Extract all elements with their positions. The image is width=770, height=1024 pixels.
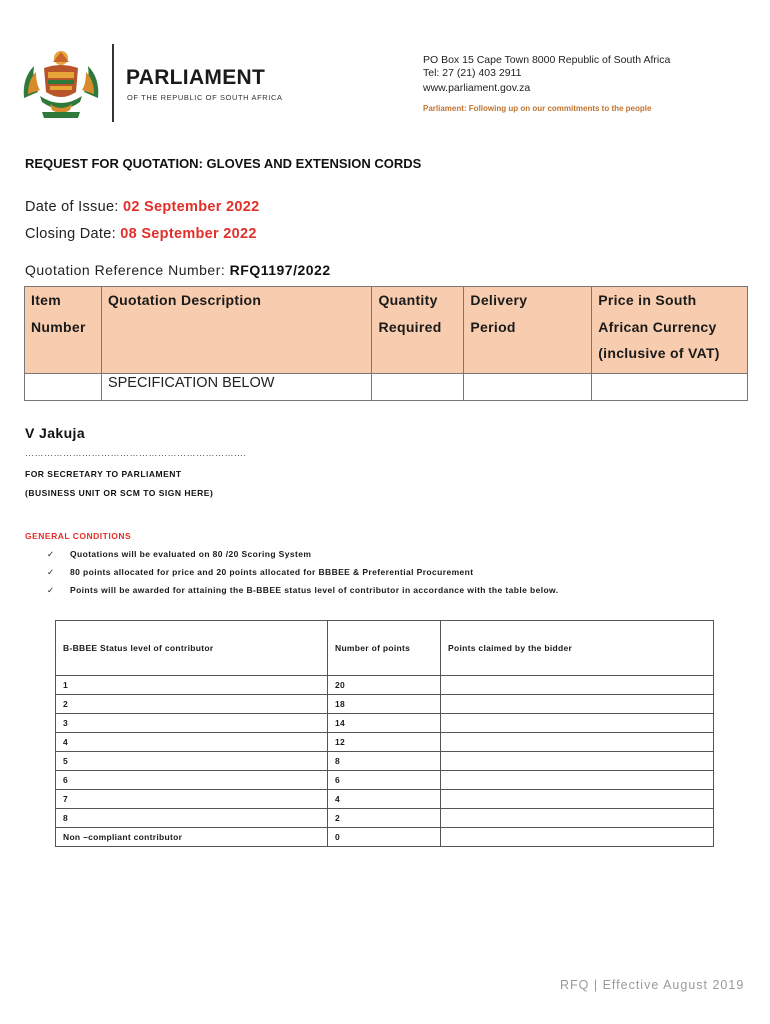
org-subtitle: OF THE REPUBLIC OF SOUTH AFRICA <box>127 93 283 102</box>
price-cell <box>592 373 748 400</box>
signatory-role: FOR SECRETARY TO PARLIAMENT <box>25 469 182 479</box>
condition-item: ✓ Points will be awarded for attaining the B-BBEE status level of contributor in accordance with the table below. <box>47 585 559 595</box>
motto: Parliament: Following up on our commitments to the people <box>423 104 652 113</box>
points-claimed-cell <box>441 790 714 809</box>
points-table-header <box>56 621 714 676</box>
phone-line: Tel: 27 (21) 403 2911 <box>423 67 522 79</box>
bbbee-points-table <box>55 620 714 847</box>
org-name: PARLIAMENT <box>126 66 266 89</box>
points-claimed-cell <box>441 733 714 752</box>
closing-date-label: Closing Date: <box>25 226 121 242</box>
date-of-issue-value: 02 September 2022 <box>123 199 260 215</box>
date-of-issue-label: Date of Issue: <box>25 199 123 215</box>
address-line: PO Box 15 Cape Town 8000 Republic of South Africa <box>423 54 671 66</box>
points-claimed-cell <box>441 714 714 733</box>
quotation-table-header <box>25 287 748 374</box>
col-number-of-points: Number of points <box>328 621 441 676</box>
condition-item: ✓ Quotations will be evaluated on 80 /20 Scoring System <box>47 549 312 559</box>
signatory-note: (BUSINESS UNIT OR SCM TO SIGN HERE) <box>25 488 214 498</box>
table-row: 4 12 <box>56 733 714 752</box>
table-row: 1 20 <box>56 676 714 695</box>
closing-date-value: 08 September 2022 <box>120 226 257 242</box>
points-claimed-cell <box>441 752 714 771</box>
website-link[interactable]: www.parliament.gov.za <box>423 82 531 94</box>
signature-line: ……………………………………………………………. <box>25 448 247 458</box>
col-quantity-required: Quantity Required <box>372 287 464 374</box>
col-status-level: B-BBEE Status level of contributor <box>56 621 328 676</box>
table-row <box>25 373 748 400</box>
condition-item: ✓ 80 points allocated for price and 20 points allocated for BBBEE & Preferential Procurement <box>47 567 474 577</box>
coat-of-arms-logo <box>20 48 102 120</box>
col-delivery-period: Delivery Period <box>464 287 592 374</box>
table-row: 7 4 <box>56 790 714 809</box>
points-claimed-cell <box>441 695 714 714</box>
col-points-claimed: Points claimed by the bidder <box>441 621 714 676</box>
document-title: REQUEST FOR QUOTATION: GLOVES AND EXTENSION CORDS <box>25 156 422 171</box>
page-footer: RFQ | Effective August 2019 <box>560 978 745 992</box>
col-item-number: Item Number <box>25 287 102 374</box>
checkmark-icon: ✓ <box>47 585 55 595</box>
delivery-cell <box>464 373 592 400</box>
header-divider <box>112 44 114 122</box>
quotation-table <box>24 286 748 401</box>
points-claimed-cell <box>441 771 714 790</box>
table-row: 8 2 <box>56 809 714 828</box>
item-number-cell <box>25 373 102 400</box>
reference-value: RFQ1197/2022 <box>229 262 331 278</box>
points-claimed-cell <box>441 828 714 847</box>
table-row: 6 6 <box>56 771 714 790</box>
points-claimed-cell <box>441 676 714 695</box>
checkmark-icon: ✓ <box>47 567 55 577</box>
table-row: 3 14 <box>56 714 714 733</box>
table-row: 2 18 <box>56 695 714 714</box>
closing-date <box>25 226 257 242</box>
reference-label: Quotation Reference Number: <box>25 262 230 278</box>
description-cell: SPECIFICATION BELOW <box>101 373 372 400</box>
table-row: Non –compliant contributor 0 <box>56 828 714 847</box>
checkmark-icon: ✓ <box>47 549 55 559</box>
signatory-name: V Jakuja <box>25 425 86 441</box>
col-price: Price in South African Currency (inclusive of VAT) <box>592 287 748 374</box>
col-quotation-description: Quotation Description <box>101 287 372 374</box>
general-conditions-heading: GENERAL CONDITIONS <box>25 531 132 541</box>
quantity-cell <box>372 373 464 400</box>
table-row: 5 8 <box>56 752 714 771</box>
points-claimed-cell <box>441 809 714 828</box>
quotation-reference <box>25 262 331 278</box>
date-of-issue <box>25 199 260 215</box>
